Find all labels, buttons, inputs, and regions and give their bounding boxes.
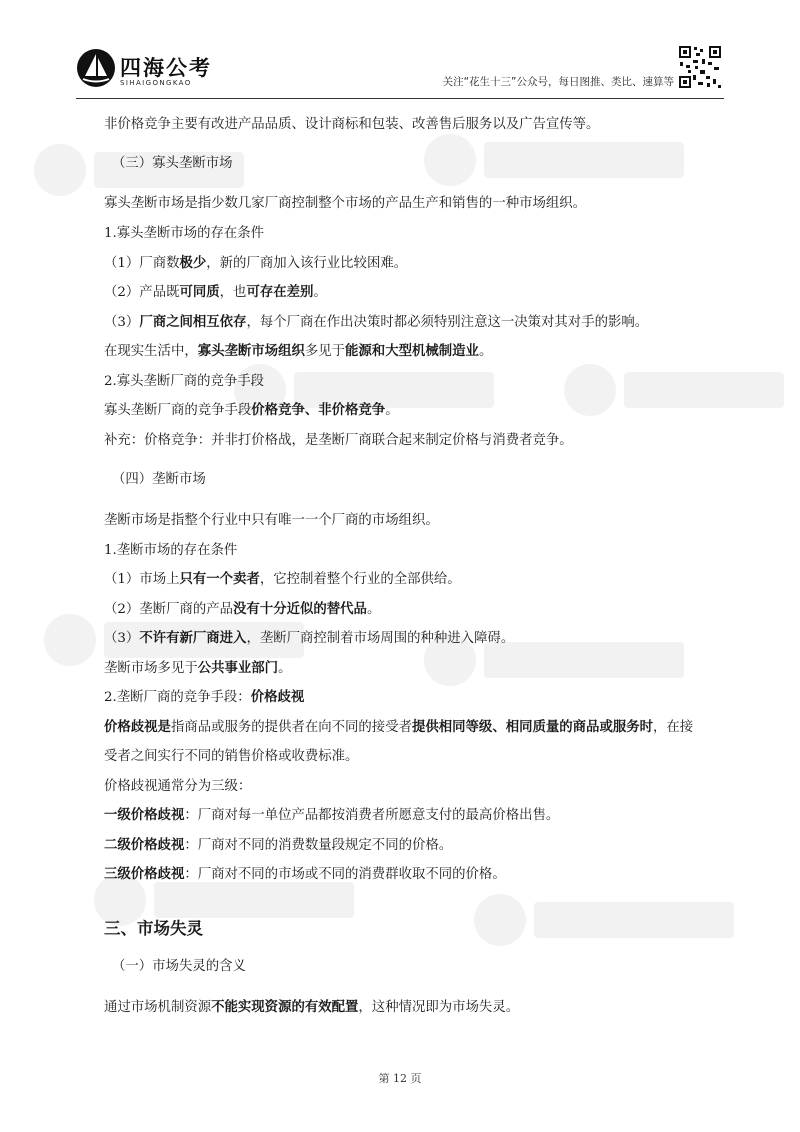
text-run: ，垄断厂商控制着市场周围的种种进入障碍。	[246, 631, 515, 646]
text-run: 。	[478, 344, 493, 359]
text-run: （2）产品既	[104, 285, 180, 300]
bold-text: 不能实现资源的有效配置	[211, 999, 359, 1015]
text-run: 寡头垄断厂商的竞争手段	[104, 403, 252, 418]
subsection-heading: 2.寡头垄断厂商的竞争手段	[104, 374, 265, 389]
bold-text: 极少	[179, 255, 207, 271]
list-item	[104, 286, 327, 299]
bold-text: 只有一个卖者	[179, 571, 260, 587]
text-run: ，也	[219, 285, 247, 300]
bold-text: 厂商之间相互依存	[139, 314, 247, 330]
text-run: ：厂商对不同的消费数量段规定不同的价格。	[184, 838, 453, 853]
watermark-logo	[560, 350, 790, 430]
text-run: 指商品或服务的提供者在向不同的接受者	[170, 720, 412, 735]
bold-text: 价格竞争、非价格竞争	[251, 402, 386, 418]
chapter-heading: 三、市场失灵	[104, 919, 203, 938]
qr-code-icon[interactable]	[678, 45, 722, 89]
text-run: 垄断市场多见于	[104, 661, 198, 676]
text-run: 。	[278, 661, 292, 676]
section-heading: （一）市场失灵的含义	[112, 959, 246, 974]
section-heading: （四）垄断市场	[112, 472, 206, 487]
bold-text: 可同质	[179, 284, 220, 300]
list-item	[104, 603, 380, 616]
paragraph-continuation: 受者之间实行不同的销售价格或收费标准。	[104, 749, 359, 764]
bold-text: 可存在差别	[246, 284, 314, 300]
subsection-heading	[104, 691, 304, 704]
text-run: 。	[366, 602, 381, 617]
list-item	[104, 316, 648, 329]
text-run: （3）	[104, 315, 140, 330]
watermark-logo	[470, 880, 770, 960]
bold-text: 二级价格歧视	[104, 837, 185, 853]
text-run: ，每个厂商在作出决策时都必须特别注意这一决策对其对手的影响。	[246, 315, 649, 330]
logo-subtitle: SIHAIGONGKAO	[120, 79, 192, 87]
paragraph	[104, 662, 291, 675]
list-item	[104, 809, 559, 822]
text-run: 。	[313, 285, 327, 300]
bold-text: 提供相同等级、相同质量的商品或服务时	[411, 719, 654, 735]
text-run: ：厂商对不同的市场或不同的消费群收取不同的价格。	[184, 867, 506, 882]
text-run: 在现实生活中，	[104, 344, 198, 359]
text-run: 多见于	[304, 344, 346, 359]
paragraph: 寡头垄断市场是指少数几家厂商控制整个市场的产品生产和销售的一种市场组织。	[104, 196, 587, 211]
paragraph	[104, 404, 399, 417]
list-item	[104, 868, 506, 881]
list-item	[104, 257, 407, 270]
section-heading: （三）寡头垄断市场	[112, 156, 233, 171]
sailboat-logo-icon	[76, 48, 116, 88]
paragraph: 垄断市场是指整个行业中只有唯一一个厂商的市场组织。	[104, 513, 439, 528]
text-run: 2.垄断厂商的竞争手段：	[104, 690, 251, 705]
bold-text: 能源和大型机械制造业	[345, 343, 479, 359]
text-run: ：厂商对每一单位产品都按消费者所愿意支付的最高价格出售。	[184, 808, 560, 823]
bold-text: 寡头垄断市场组织	[197, 343, 305, 359]
text-run: ，在接	[653, 720, 694, 735]
page-number: 第 12 页	[378, 1072, 422, 1085]
list-item	[104, 573, 461, 586]
watermark-logo	[420, 120, 720, 200]
header-divider	[76, 98, 724, 99]
logo-title: 四海公考	[120, 56, 212, 80]
paragraph: 价格歧视通常分为三级：	[104, 779, 252, 794]
brand-logo	[76, 48, 216, 94]
bold-text: 三级价格歧视	[104, 866, 185, 882]
text-run: （1）厂商数	[104, 256, 180, 271]
watermark-logo	[230, 350, 530, 430]
text-run: （1）市场上	[104, 572, 180, 587]
text-run: ，这种情况即为市场失灵。	[358, 1000, 520, 1015]
bold-text: 不许有新厂商进入	[139, 630, 247, 646]
list-item	[104, 839, 452, 852]
paragraph	[104, 345, 492, 358]
bold-text: 价格歧视	[250, 689, 305, 705]
text-run: ，它控制着整个行业的全部供给。	[259, 572, 461, 587]
bold-text: 没有十分近似的替代品	[233, 601, 367, 617]
paragraph	[104, 721, 693, 734]
text-run: （3）	[104, 631, 140, 646]
list-item	[104, 632, 514, 645]
bold-text: 价格歧视是	[104, 719, 171, 735]
bold-text: 公共事业部门	[197, 660, 279, 676]
bold-text: 一级价格歧视	[104, 807, 185, 823]
text-run: ，新的厂商加入该行业比较困难。	[206, 256, 408, 271]
text-run: （2）垄断厂商的产品	[104, 602, 234, 617]
text-run: 通过市场机制资源	[104, 1000, 212, 1015]
note-paragraph: 补充：价格竞争：并非打价格战，是垄断厂商联合起来制定价格与消费者竞争。	[104, 433, 573, 448]
paragraph	[104, 1001, 519, 1014]
header-slogan: 关注“花生十三”公众号，每日图推、类比、速算等	[442, 76, 674, 88]
subsection-heading: 1.垄断市场的存在条件	[104, 543, 238, 558]
text-run: 。	[385, 403, 399, 418]
paragraph: 非价格竞争主要有改进产品品质、设计商标和包装、改善售后服务以及广告宣传等。	[104, 117, 600, 132]
subsection-heading: 1.寡头垄断市场的存在条件	[104, 226, 265, 241]
